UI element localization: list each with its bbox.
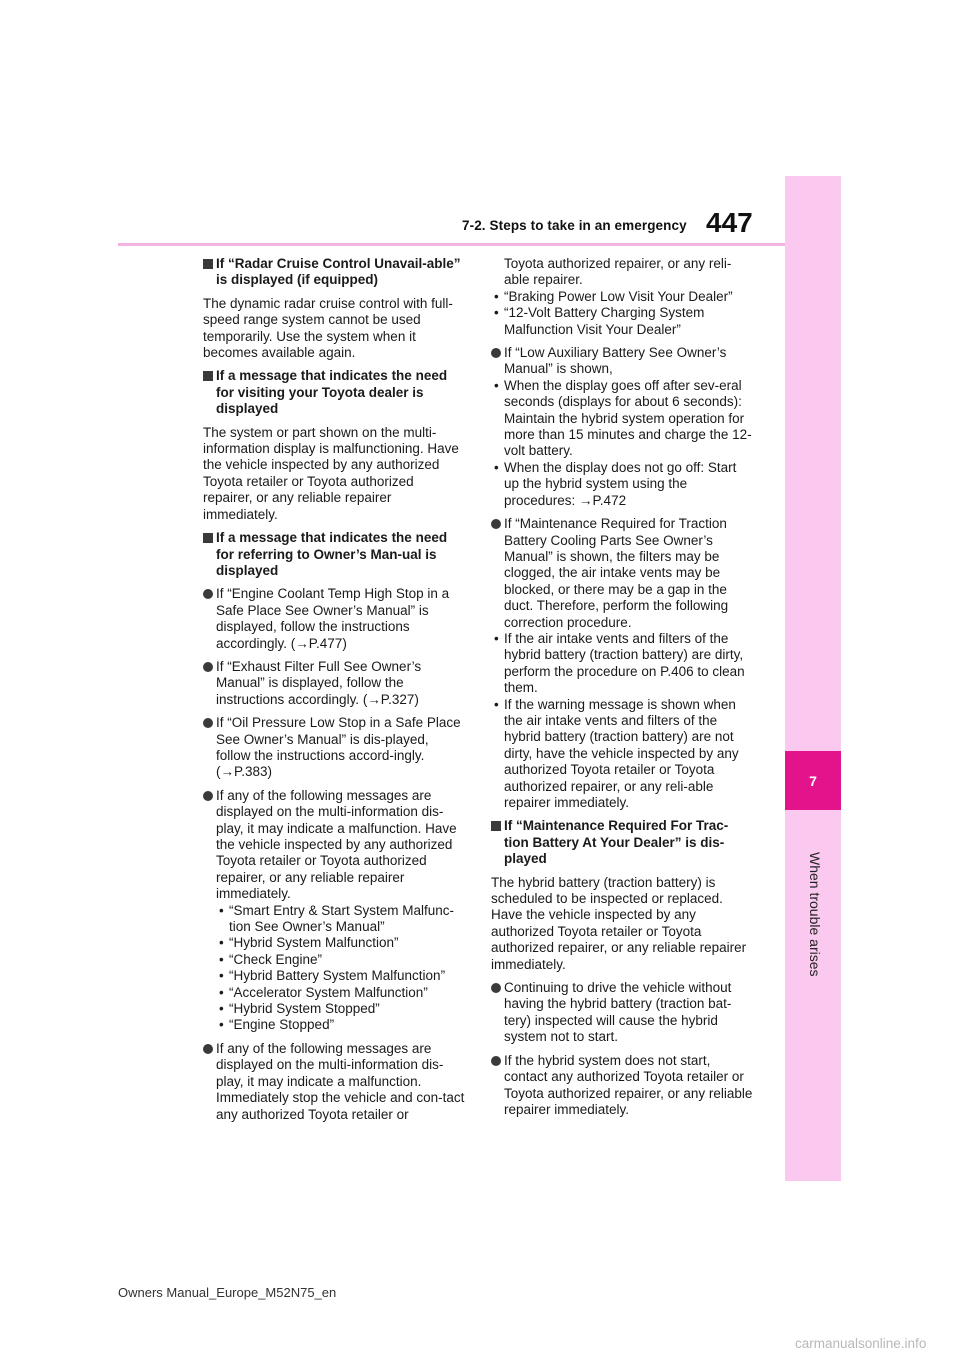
bullet-text: If “Oil Pressure Low Stop in a Safe Place See Owner’s Manual” is dis-played, follow the instructions accord-ingly. (→P.383): [216, 715, 461, 780]
chapter-title[interactable]: When trouble arises: [807, 852, 823, 977]
left-column: [203, 256, 465, 1130]
bullet-item: [491, 516, 753, 811]
paragraph: The hybrid battery (traction battery) is scheduled to be inspected or replaced. Have the vehicle inspected by any authorized Toyota retailer or Toyota authorized repairer, or any reliable repairer immediately.: [491, 874, 747, 972]
heading-text: If “Radar Cruise Control Unavail-able” is displayed (if equipped): [216, 256, 461, 288]
bullet-text: If “Exhaust Filter Full See Owner’s Manual” is displayed, follow the instructions accordingly. (→P.327): [216, 658, 422, 707]
bullet-item: [203, 659, 465, 708]
chapter-number[interactable]: 7: [785, 751, 841, 810]
circle-bullet-icon: [491, 1056, 501, 1066]
bullet-item: [203, 586, 465, 652]
right-column: [491, 256, 753, 1125]
sub-list-item: • If the warning message is shown when the air intake vents and filters of the hybrid battery (traction battery) are not dirty, have the vehicle inspected by any authorized Toyota retailer or Toyota authorized repairer, or any reli-able repairer immediately.: [494, 696, 739, 810]
section-heading: [203, 530, 465, 579]
bullet-text: If the hybrid system does not start, contact any authorized Toyota retailer or Toyota authorized repairer, or any reliable repairer immediately.: [504, 1052, 753, 1117]
bullet-text: If “Low Auxiliary Battery See Owner’s Manual” is shown,: [504, 345, 727, 377]
heading-text: If a message that indicates the need for referring to Owner’s Man-ual is displayed: [216, 530, 448, 578]
bullet-item: [203, 788, 465, 1034]
heading-text: If a message that indicates the need for visiting your Toyota dealer is displayed: [216, 368, 448, 417]
square-bullet-icon: [203, 259, 213, 269]
circle-bullet-icon: [203, 589, 213, 599]
sub-list-item: • When the display goes off after sev-eral seconds (displays for about 6 seconds): Maintain the hybrid system operation for more than 15 minutes and charge the 12-volt battery.: [494, 377, 752, 459]
bullet-item: [491, 980, 753, 1046]
sub-list-item: • “12-Volt Battery Charging System Malfunction Visit Your Dealer”: [494, 305, 705, 337]
sub-list-item: • “Hybrid System Stopped”: [219, 1001, 380, 1017]
footer-text: Owners Manual_Europe_M52N75_en: [118, 1285, 337, 1300]
circle-bullet-icon: [203, 718, 213, 728]
sub-list-item: • “Smart Entry & Start System Malfunc-tion See Owner’s Manual”: [219, 902, 455, 935]
section-heading: [491, 818, 753, 867]
sub-list-item: • “Hybrid System Malfunction”: [219, 935, 399, 951]
bullet-text: If “Engine Coolant Temp High Stop in a Safe Place See Owner’s Manual” is displayed, follow the instructions accordingly. (→P.477): [216, 586, 450, 651]
heading-text: If “Maintenance Required For Trac-tion Battery At Your Dealer” is dis-played: [504, 818, 729, 867]
bullet-item: [203, 715, 465, 781]
sub-list-item: • “Check Engine”: [219, 951, 323, 967]
sub-list-item: • “Hybrid Battery System Malfunction”: [219, 968, 446, 984]
header-rule: [118, 243, 785, 246]
paragraph: The dynamic radar cruise control with full-speed range system cannot be used temporarily. Use the system when it becomes available again.: [203, 295, 453, 361]
bullet-item: [491, 345, 753, 509]
page-number: 447: [706, 207, 753, 238]
bullet-item: [491, 1053, 753, 1119]
square-bullet-icon: [203, 533, 213, 543]
square-bullet-icon: [491, 821, 501, 831]
paragraph: The system or part shown on the multi-information display is malfunctioning. Have the vehicle inspected by any authorized Toyota retailer or Toyota authorized repairer, or any reliable repairer immediately.: [203, 424, 459, 522]
bullet-text: If any of the following messages are displayed on the multi-information dis-play, it may indicate a malfunction. Immediately stop the vehicle and con-tact any authorized Toyota retailer or: [216, 1040, 465, 1122]
circle-bullet-icon: [203, 662, 213, 672]
chapter-side-tab: [785, 176, 841, 1181]
bullet-item: [203, 1041, 465, 1123]
sub-list-item: • When the display does not go off: Start up the hybrid system using the procedures: →P.472: [494, 459, 737, 508]
bullet-text: If any of the following messages are displayed on the multi-information dis-play, it may indicate a malfunction. Have the vehicle inspected by any authorized Toyota retailer or Toyota authorized repairer, or any reliable repairer immediately.: [216, 787, 457, 902]
sub-list-item: • “Braking Power Low Visit Your Dealer”: [494, 288, 733, 304]
sub-list-item: • “Engine Stopped”: [219, 1017, 335, 1033]
sub-list-item: • If the air intake vents and filters of the hybrid battery (traction battery) are dirty, perform the procedure on P.406 to clean them.: [494, 630, 745, 696]
bullet-text: If “Maintenance Required for Traction Battery Cooling Parts See Owner’s Manual” is shown, the filters may be clogged, the air intake vents may be blocked, or there may be a gap in the duct. Therefore, perform the following correction procedure.: [504, 516, 729, 630]
circle-bullet-icon: [491, 519, 501, 529]
circle-bullet-icon: [491, 348, 501, 358]
circle-bullet-icon: [203, 791, 213, 801]
watermark[interactable]: carmanualsonline.info: [795, 1336, 927, 1351]
section-heading: [203, 368, 465, 417]
section-title: 7-2. Steps to take in an emergency: [462, 218, 687, 233]
sub-list-item: • “Accelerator System Malfunction”: [219, 984, 428, 1000]
square-bullet-icon: [203, 371, 213, 381]
circle-bullet-icon: [203, 1044, 213, 1054]
continued-text: Toyota authorized repairer, or any reli-able repairer.: [504, 256, 732, 288]
section-heading: [203, 256, 465, 289]
bullet-text: Continuing to drive the vehicle without having the hybrid battery (traction bat-tery) inspected will cause the hybrid system not to start.: [504, 980, 732, 1045]
circle-bullet-icon: [491, 983, 501, 993]
